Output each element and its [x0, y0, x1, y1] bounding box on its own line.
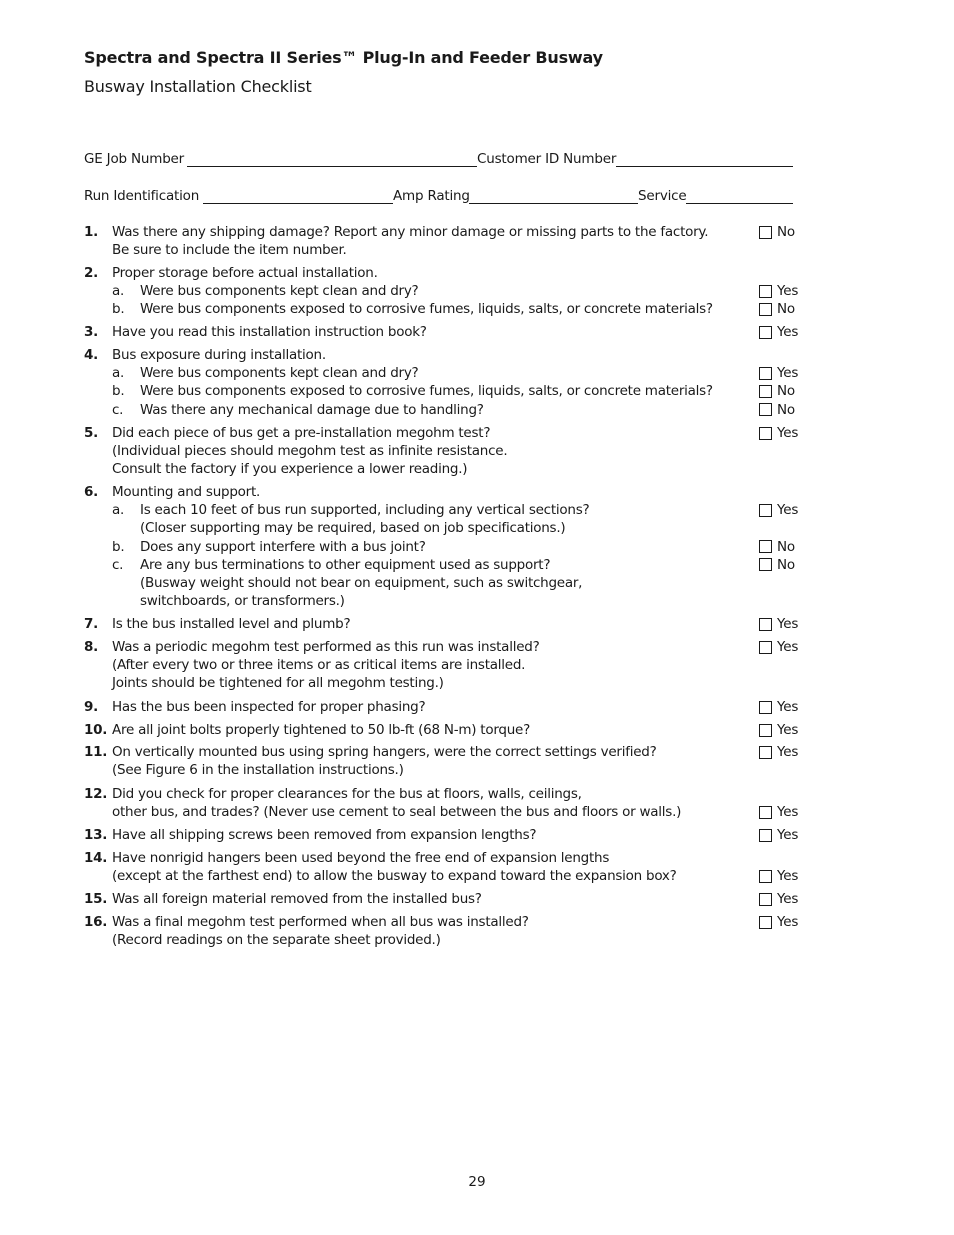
- sub-item-text-line: Were bus components kept clean and dry?: [140, 283, 419, 300]
- item-text-line: Bus exposure during installation.: [112, 347, 326, 363]
- item-number: 9.: [84, 699, 99, 715]
- answer-label: No: [777, 401, 795, 418]
- answer-label: No: [777, 301, 795, 318]
- run-identification-label: Run Identification: [84, 188, 200, 204]
- item-number: 7.: [84, 616, 99, 632]
- answer-checkbox-16[interactable]: [759, 916, 772, 929]
- sub-item-letter: a.: [112, 283, 125, 300]
- item-text-line: Have you read this installation instruction book?: [112, 324, 427, 340]
- answer-checkbox-9[interactable]: [759, 701, 772, 714]
- answer-label: Yes: [777, 914, 799, 930]
- answer-checkbox-12[interactable]: [759, 806, 772, 819]
- answer-checkbox-3[interactable]: [759, 326, 772, 339]
- answer-label: Yes: [777, 324, 799, 340]
- item-text-line: (Record readings on the separate sheet provided.): [112, 932, 441, 949]
- sub-item-text-line: Are any bus terminations to other equipment used as support?: [140, 556, 551, 573]
- item-text-line: Did each piece of bus get a pre-installation megohm test?: [112, 425, 491, 441]
- answer-label: Yes: [777, 804, 799, 821]
- sub-item-text-line: Were bus components kept clean and dry?: [140, 365, 419, 382]
- item-text-line: Mounting and support.: [112, 484, 261, 500]
- answer-checkbox-4-a[interactable]: [759, 367, 772, 380]
- answer-label: Yes: [777, 722, 799, 738]
- item-text-line: Was a final megohm test performed when all bus was installed?: [112, 914, 529, 930]
- answer-checkbox-6-b[interactable]: [759, 540, 772, 553]
- run-identification-field[interactable]: [203, 203, 393, 204]
- customer-id-label: Customer ID Number: [477, 151, 617, 167]
- customer-id-field[interactable]: [616, 166, 793, 167]
- item-text-line: On vertically mounted bus using spring hangers, were the correct settings verified?: [112, 744, 657, 760]
- answer-label: Yes: [777, 283, 799, 300]
- answer-checkbox-2-a[interactable]: [759, 285, 772, 298]
- answer-checkbox-7[interactable]: [759, 618, 772, 631]
- answer-label: Yes: [777, 744, 799, 760]
- item-text-line: Was a periodic megohm test performed as this run was installed?: [112, 639, 540, 655]
- answer-label: No: [777, 538, 795, 555]
- item-text-line: (Individual pieces should megohm test as infinite resistance.: [112, 443, 508, 460]
- answer-checkbox-13[interactable]: [759, 829, 772, 842]
- item-number: 3.: [84, 324, 99, 340]
- answer-checkbox-4-b[interactable]: [759, 385, 772, 398]
- answer-checkbox-6-a[interactable]: [759, 504, 772, 517]
- item-text-line: Consult the factory if you experience a lower reading.): [112, 461, 468, 478]
- answer-label: Yes: [777, 365, 799, 382]
- sub-item-text-line: (Closer supporting may be required, based on job specifications.): [140, 520, 566, 537]
- item-number: 6.: [84, 484, 99, 500]
- service-field[interactable]: [686, 203, 793, 204]
- item-number: 1.: [84, 224, 99, 240]
- page-number: 29: [468, 1174, 486, 1190]
- answer-label: Yes: [777, 868, 799, 885]
- item-text-line: (After every two or three items or as critical items are installed.: [112, 657, 526, 674]
- item-text-line: (except at the farthest end) to allow the busway to expand toward the expansion box?: [112, 868, 677, 885]
- sub-item-letter: c.: [112, 556, 124, 573]
- sub-item-letter: a.: [112, 365, 125, 382]
- item-text-line: Joints should be tightened for all megohm testing.): [112, 675, 444, 692]
- sub-item-letter: b.: [112, 383, 125, 400]
- answer-checkbox-15[interactable]: [759, 893, 772, 906]
- item-text-line: Was all foreign material removed from the installed bus?: [112, 891, 482, 907]
- item-number: 14.: [84, 850, 108, 866]
- item-text-line: Are all joint bolts properly tightened to 50 lb-ft (68 N-m) torque?: [112, 722, 531, 738]
- sub-item-text-line: Was there any mechanical damage due to handling?: [140, 401, 484, 418]
- ge-job-number-field[interactable]: [187, 166, 477, 167]
- item-text-line: Did you check for proper clearances for the bus at floors, walls, ceilings,: [112, 786, 582, 802]
- sub-item-text-line: (Busway weight should not bear on equipment, such as switchgear,: [140, 575, 583, 591]
- item-text-line: Is the bus installed level and plumb?: [112, 616, 351, 632]
- item-number: 4.: [84, 347, 99, 363]
- item-number: 5.: [84, 425, 99, 441]
- sub-item-text-line: Is each 10 feet of bus run supported, including any vertical sections?: [140, 502, 590, 519]
- answer-checkbox-8[interactable]: [759, 641, 772, 654]
- ge-job-number-label: GE Job Number: [84, 151, 185, 167]
- item-text-line: Be sure to include the item number.: [112, 242, 347, 259]
- service-label: Service: [638, 188, 687, 204]
- answer-label: Yes: [777, 827, 799, 843]
- sub-item-letter: c.: [112, 401, 124, 418]
- sub-item-text-line: Does any support interfere with a bus joint?: [140, 538, 426, 555]
- answer-label: No: [777, 224, 795, 240]
- item-number: 11.: [84, 744, 108, 760]
- item-text-line: (See Figure 6 in the installation instructions.): [112, 762, 404, 779]
- sub-item-letter: a.: [112, 502, 125, 519]
- answer-label: Yes: [777, 699, 799, 715]
- answer-checkbox-10[interactable]: [759, 724, 772, 737]
- item-number: 10.: [84, 722, 108, 738]
- answer-checkbox-6-c[interactable]: [759, 558, 772, 571]
- answer-label: Yes: [777, 616, 799, 632]
- item-text-line: other bus, and trades? (Never use cement to seal between the bus and floors or walls.): [112, 804, 682, 821]
- answer-checkbox-5[interactable]: [759, 427, 772, 440]
- item-text-line: Have all shipping screws been removed from expansion lengths?: [112, 827, 537, 843]
- sub-item-text-line: switchboards, or transformers.): [140, 593, 345, 610]
- item-number: 16.: [84, 914, 108, 930]
- item-text-line: Proper storage before actual installation.: [112, 265, 378, 281]
- document-title: Spectra and Spectra II Series™ Plug-In and Feeder Busway: [84, 48, 603, 67]
- item-text-line: Was there any shipping damage? Report any minor damage or missing parts to the factory.: [112, 224, 709, 240]
- answer-checkbox-11[interactable]: [759, 746, 772, 759]
- sub-item-text-line: Were bus components exposed to corrosive fumes, liquids, salts, or concrete materials?: [140, 301, 713, 318]
- document-subtitle: Busway Installation Checklist: [84, 77, 312, 96]
- answer-label: Yes: [777, 891, 799, 907]
- answer-checkbox-2-b[interactable]: [759, 303, 772, 316]
- item-number: 8.: [84, 639, 99, 655]
- amp-rating-label: Amp Rating: [393, 188, 470, 204]
- sub-item-letter: b.: [112, 301, 125, 318]
- item-number: 13.: [84, 827, 108, 843]
- answer-label: Yes: [777, 502, 799, 519]
- amp-rating-field[interactable]: [469, 203, 638, 204]
- item-number: 2.: [84, 265, 99, 281]
- sub-item-letter: b.: [112, 538, 125, 555]
- item-text-line: Has the bus been inspected for proper phasing?: [112, 699, 426, 715]
- item-text-line: Have nonrigid hangers been used beyond the free end of expansion lengths: [112, 850, 610, 866]
- answer-checkbox-1[interactable]: [759, 226, 772, 239]
- answer-label: Yes: [777, 425, 799, 441]
- answer-checkbox-4-c[interactable]: [759, 403, 772, 416]
- answer-label: No: [777, 383, 795, 400]
- answer-label: No: [777, 556, 795, 573]
- answer-label: Yes: [777, 639, 799, 655]
- sub-item-text-line: Were bus components exposed to corrosive fumes, liquids, salts, or concrete materials?: [140, 383, 713, 400]
- answer-checkbox-14[interactable]: [759, 870, 772, 883]
- item-number: 15.: [84, 891, 108, 907]
- item-number: 12.: [84, 786, 108, 802]
